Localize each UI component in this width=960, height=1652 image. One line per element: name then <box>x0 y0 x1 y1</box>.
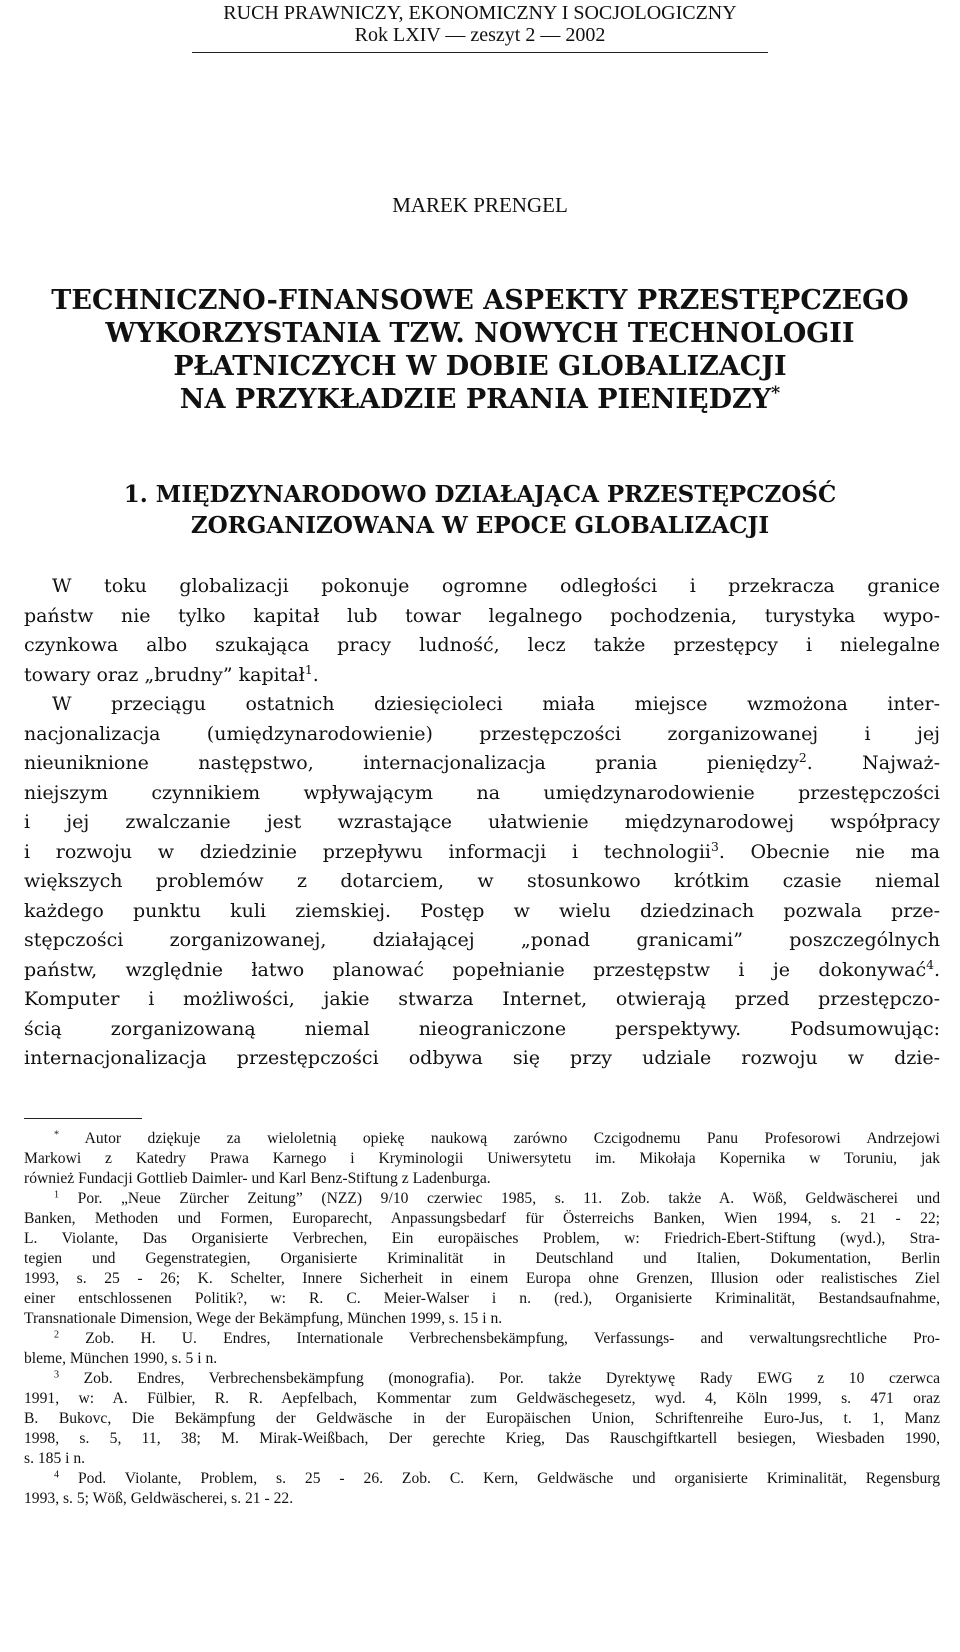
body-line: ścią zorganizowaną niemal nieograniczone perspektywy. Podsumowując: <box>24 1017 940 1040</box>
body-line: nacjonalizacja (umiędzynarodowienie) przestępczości zorganizowanej i jej <box>24 722 940 745</box>
body-line: stępczości zorganizowanej, działającej „ponad granicami” poszczególnych <box>24 929 940 951</box>
article-title <box>30 284 930 416</box>
title-line: PŁATNICZYCH W DOBIE GLOBALIZACJI <box>173 351 787 382</box>
footnote-text: Zob. H. U. Endres, Internationale Verbrechensbekämpfung, Verfassungs- and verwaltungsrechtliche Pro- <box>85 1330 940 1347</box>
body-line-text: i rozwoju w dziedzinie przepływu informacji i technologii <box>24 840 711 863</box>
footnote-1-line: L. Violante, Das Organisierte Verbrechen, Ein europäisches Problem, w: Friedrich-Ebert-Stiftung (wyd.), Stra- <box>24 1230 940 1247</box>
title-line: WYKORZYSTANIA TZW. NOWYCH TECHNOLOGII <box>105 318 855 349</box>
footnotes <box>24 1129 940 1509</box>
footnote-1-line: Transnationale Dimension, Wege der Bekämpfung, München 1999, s. 15 i n. <box>24 1310 503 1327</box>
footnote-3-line: 1991, w: A. Fülbier, R. R. Aepfelbach, Kommentar zum Geldwäschegesetz, wyd. 4, Köln 1999, s. 471 oraz <box>24 1390 940 1407</box>
section-heading <box>60 479 900 541</box>
footnote-text: Autor dziękuje za wieloletnią opiekę naukową zarówno Czcigodnemu Panu Profesorowi Andrzejowi <box>84 1130 940 1147</box>
journal-issue: Rok LXIV — zeszyt 2 — 2002 <box>354 24 606 46</box>
journal-name: RUCH PRAWNICZY, EKONOMICZNY I SOCJOLOGICZNY <box>223 2 737 24</box>
body-line: każdego punktu kuli ziemskiej. Postęp w wielu dziedzinach pozwala prze- <box>24 899 940 922</box>
footnote-3-line <box>24 1369 940 1389</box>
footnote-3-mark: 3 <box>54 1369 60 1381</box>
header-rule <box>192 52 768 53</box>
article-author: MAREK PRENGEL <box>392 193 568 217</box>
footnote-star-mark: * <box>54 1129 60 1141</box>
body-line: W toku globalizacji pokonuje ogromne odległości i przekracza granice <box>52 575 940 597</box>
footnote-1-line <box>24 1189 940 1209</box>
body-line: państw nie tylko kapitał lub towar legalnego pochodzenia, turystyka wypo- <box>24 604 940 627</box>
body-line <box>24 661 940 691</box>
body-text <box>24 572 940 1074</box>
body-line: i jej zwalczanie jest wzrastające ułatwienie międzynarodowej współpracy <box>24 811 940 833</box>
footnote-3-line: s. 185 i n. <box>24 1450 86 1467</box>
footnote-1-line: 1993, s. 25 - 26; K. Schelter, Innere Sicherheit in einem Europa ohne Grenzen, Illusion oder realistisches Ziel <box>24 1270 940 1287</box>
body-line-text: . <box>312 663 319 686</box>
footnote-2-line <box>24 1329 940 1349</box>
footnote-2-mark: 2 <box>54 1329 60 1341</box>
title-footnote-mark: * <box>771 383 781 404</box>
body-line-text: towary oraz „brudny” kapitał <box>24 663 305 686</box>
footnote-2-line: bleme, München 1990, s. 5 i n. <box>24 1350 218 1367</box>
footnote-4-line: 1993, s. 5; Wöß, Geldwäscherei, s. 21 - 22. <box>24 1490 294 1507</box>
footnote-1-line: tegien und Gegenstrategien, Organisierte Kriminalität in Deutschland und Italien, Dokumentation, Berlin <box>24 1250 940 1267</box>
footnote-1-line: Banken, Methoden und Formen, Europarecht, Anpassungsbedarf für Österreichs Banken, Wien 1994, s. 21 - 22; <box>24 1210 940 1227</box>
footnote-text: Pod. Violante, Problem, s. 25 - 26. Zob. C. Kern, Geldwäsche und organisierte Kriminalität, Regensburg <box>77 1470 940 1487</box>
footnote-star-line <box>24 1129 940 1149</box>
footnote-text: Por. „Neue Zürcher Zeitung” (NZZ) 9/10 czerwiec 1985, s. 11. Zob. także A. Wöß, Geldwäscherei und <box>77 1190 940 1207</box>
footnote-3-line: 1998, s. 5, 11, 38; M. Mirak-Weißbach, Der gerechte Krieg, Das Rauschgiftkartell besiegen, Wiesbaden 1990, <box>24 1430 940 1447</box>
body-line-text: . Najważ- <box>806 752 940 774</box>
body-line: czynkowa albo szukająca pracy ludność, lecz także przestępcy i nielegalne <box>24 634 940 656</box>
body-line-text: państw, względnie łatwo planować popełnianie przestępstw i je dokonywać <box>24 958 927 981</box>
body-line <box>24 749 940 779</box>
footnote-1-line: einer entschlossenen Politik?, w: R. C. Meier-Walser i n. (red.), Organisierte Kriminalität, Bestandsaufnahme, <box>24 1290 940 1307</box>
title-line: TECHNICZNO-FINANSOWE ASPEKTY PRZESTĘPCZEGO <box>51 285 909 316</box>
body-line: większych problemów z dotarciem, w stosunkowo krótkim czasie niemal <box>24 870 940 892</box>
footnote-4-line <box>24 1469 940 1489</box>
footnote-4-mark: 4 <box>54 1469 60 1481</box>
body-line: niejszym czynnikiem wpływającym na umiędzynarodowienie przestępczości <box>24 781 940 804</box>
footnote-star-line: Markowi z Katedry Prawa Karnego i Kryminologii Uniwersytetu im. Mikołaja Kopernika w Toruniu, jak <box>24 1150 940 1167</box>
footnote-ref-1: 1 <box>304 662 313 677</box>
section-heading-line: 1. MIĘDZYNARODOWO DZIAŁAJĄCA PRZESTĘPCZOŚĆ <box>123 481 837 508</box>
body-line-text: . <box>933 958 940 981</box>
body-line: W przeciągu ostatnich dziesięcioleci miała miejsce wzmożona inter- <box>52 693 940 715</box>
footnote-ref-2: 2 <box>798 751 807 766</box>
body-line: internacjonalizacja przestępczości odbywa się przy udziale rozwoju w dzie- <box>24 1047 940 1069</box>
body-line-text: . Obecnie nie ma <box>718 840 941 863</box>
title-line <box>30 383 930 416</box>
footnote-rule <box>24 1118 142 1119</box>
body-line-text: nieuniknione następstwo, internacjonalizacja prania pieniędzy <box>24 752 799 774</box>
footnote-star-line: również Fundacji Gottlieb Daimler- und Karl Benz-Stiftung z Ladenburga. <box>24 1170 491 1187</box>
title-line-text: NA PRZYKŁADZIE PRANIA PIENIĘDZY <box>179 384 772 415</box>
footnote-3-line: B. Bukovc, Die Bekämpfung der Geldwäsche in der Europäischen Union, Schriftenreihe Euro-Jus, t. 1, Manz <box>24 1410 940 1427</box>
footnote-ref-3: 3 <box>710 839 719 854</box>
body-line <box>24 838 940 868</box>
footnote-text: Zob. Endres, Verbrechensbekämpfung (monografia). Por. także Dyrektywę Rady EWG z 10 czerwca <box>83 1370 941 1387</box>
footnote-ref-4: 4 <box>926 957 934 972</box>
body-line <box>24 956 940 986</box>
footnote-1-mark: 1 <box>54 1189 60 1201</box>
section-heading-line: ZORGANIZOWANA W EPOCE GLOBALIZACJI <box>190 512 770 539</box>
body-line: Komputer i możliwości, jakie stwarza Internet, otwierają przed przestępczo- <box>24 988 940 1010</box>
